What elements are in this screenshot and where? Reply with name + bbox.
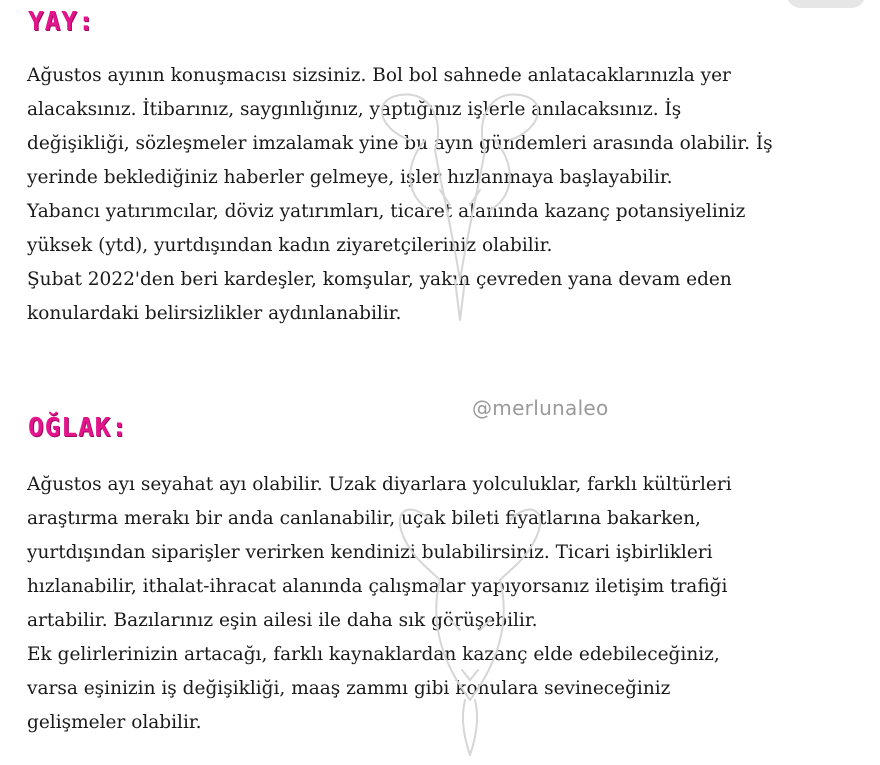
- section-text-yay: [27, 59, 867, 331]
- section-text-oglak: [27, 468, 867, 740]
- text-line: alacaksınız. İtibarınız, saygınlığınız, yaptığınız işlerle anılacaksınız. İş: [27, 99, 682, 120]
- text-line: Ağustos ayının konuşmacısı sizsiniz. Bol bol sahnede anlatacaklarınızla yer: [27, 65, 731, 86]
- text-line: Ağustos ayı seyahat ayı olabilir. Uzak diyarlara yolculuklar, farklı kültürleri: [27, 474, 732, 495]
- text-line: gelişmeler olabilir.: [27, 712, 202, 733]
- text-line: hızlanabilir, ithalat-ihracat alanında çalışmalar yapıyorsanız iletişim trafiği: [27, 576, 728, 597]
- text-line: yerinde beklediğiniz haberler gelmeye, işler hızlanmaya başlayabilir.: [27, 167, 673, 188]
- top-pill-decoration: [786, 0, 866, 8]
- text-line: yurtdışından siparişler verirken kendinizi bulabilirsiniz. Ticari işbirlikleri: [27, 542, 713, 563]
- watermark-handle: @merlunaleo: [472, 396, 609, 420]
- text-line: yüksek (ytd), yurtdışından kadın ziyaretçileriniz olabilir.: [27, 235, 553, 256]
- text-line: artabilir. Bazılarınız eşin ailesi ile daha sık görüşebilir.: [27, 610, 538, 631]
- text-line: Ek gelirlerinizin artacağı, farklı kaynaklardan kazanç elde edebileceğiniz,: [27, 644, 720, 665]
- text-line: değişikliği, sözleşmeler imzalamak yine bu ayın gündemleri arasında olabilir. İş: [27, 133, 773, 154]
- section-heading-oglak: OĞLAK:: [28, 413, 128, 443]
- text-line: Yabancı yatırımcılar, döviz yatırımları, ticaret alanında kazanç potansiyeliniz: [27, 201, 746, 222]
- text-line: Şubat 2022'den beri kardeşler, komşular, yakın çevreden yana devam eden: [27, 269, 732, 290]
- text-line: araştırma merakı bir anda canlanabilir, uçak bileti fiyatlarına bakarken,: [27, 508, 701, 529]
- text-line: konulardaki belirsizlikler aydınlanabilir.: [27, 303, 402, 324]
- section-heading-yay: YAY:: [28, 7, 95, 37]
- text-line: varsa eşinizin iş değişikliği, maaş zammı gibi konulara sevineceğiniz: [27, 678, 671, 699]
